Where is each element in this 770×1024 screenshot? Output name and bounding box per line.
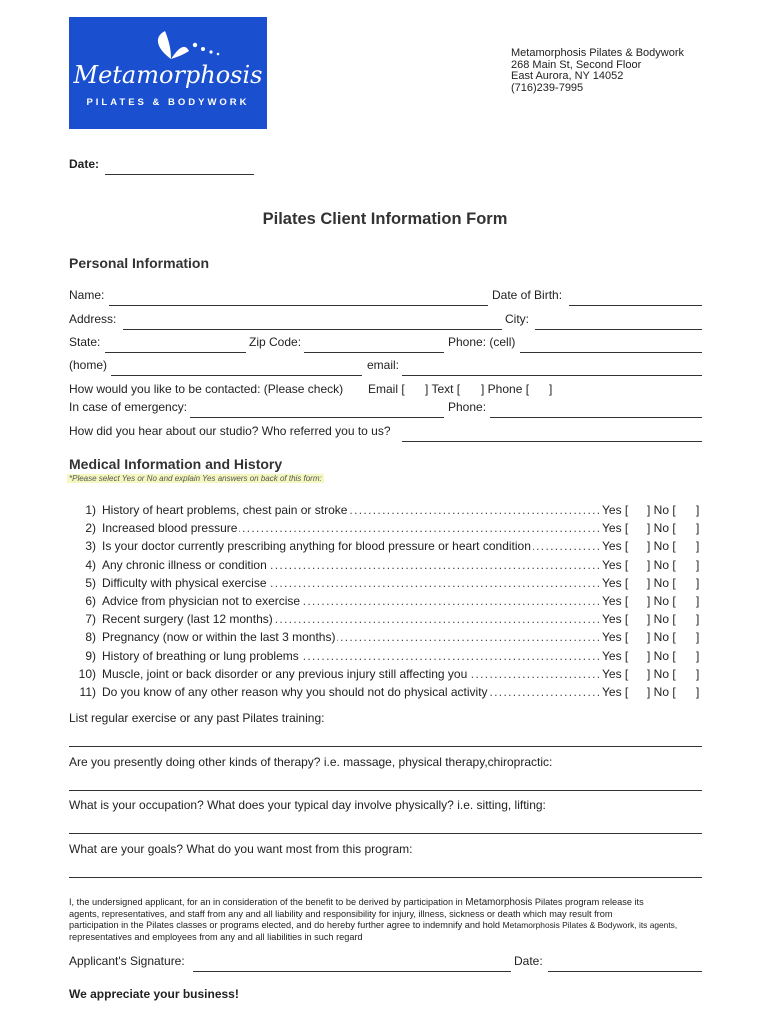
question-number: 3): [85, 539, 96, 553]
date-label: Date:: [69, 157, 100, 171]
no-option[interactable]: ] No [: [647, 630, 676, 644]
question-text: Muscle, joint or back disorder or any previous injury still affecting you: [102, 667, 468, 681]
no-end-bracket: ]: [696, 503, 700, 517]
signature-label: Applicant's Signature:: [69, 954, 185, 968]
question-text: Difficulty with physical exercise: [102, 576, 267, 590]
name-field[interactable]: [109, 305, 488, 306]
referral-question: How did you hear about our studio? Who referred you to us?: [69, 424, 391, 438]
contact-end-bracket: ]: [549, 382, 553, 396]
question-text: Is your doctor currently prescribing anything for blood pressure or heart condition: [102, 539, 531, 553]
question-number: 9): [85, 649, 96, 663]
address-line: (716)239-7995: [511, 81, 584, 94]
address-label: Address:: [69, 312, 117, 326]
no-option[interactable]: ] No [: [647, 576, 676, 590]
question-text: Advice from physician not to exercise: [102, 594, 301, 608]
emergency-phone-field[interactable]: [490, 417, 702, 418]
no-end-bracket: ]: [696, 521, 700, 535]
phone-cell-label: Phone: (cell): [448, 335, 516, 349]
goals-question: What are your goals? What do you want most from this program:: [69, 842, 413, 856]
waiver-line: I, the undersigned applicant, for an in consideration of the benefit to be derived by participation in: [69, 897, 463, 907]
no-option[interactable]: ] No [: [647, 594, 676, 608]
no-end-bracket: ]: [696, 539, 700, 553]
yes-option[interactable]: Yes [: [602, 503, 629, 517]
name-label: Name:: [69, 288, 105, 302]
state-label: State:: [69, 335, 101, 349]
butterfly-icon: [151, 27, 231, 61]
studio-logo: [69, 17, 267, 129]
question-text: History of breathing or lung problems: [102, 649, 299, 663]
goals-answer-field[interactable]: [69, 877, 702, 878]
date-field[interactable]: [105, 174, 254, 175]
emergency-field[interactable]: [190, 417, 444, 418]
yes-option[interactable]: Yes [: [602, 539, 629, 553]
no-option[interactable]: ] No [: [647, 649, 676, 663]
address-line: 268 Main St, Second Floor: [511, 58, 642, 71]
yes-option[interactable]: Yes [: [602, 685, 629, 699]
no-option[interactable]: ] No [: [647, 667, 676, 681]
emergency-phone-label: Phone:: [448, 400, 487, 414]
question-text: Do you know of any other reason why you should not do physical activity: [102, 685, 488, 699]
waiver-studio: Metamorphosis: [465, 897, 533, 908]
medical-question-row: [0, 539, 770, 553]
email-label: email:: [367, 358, 400, 372]
yes-option[interactable]: Yes [: [602, 649, 629, 663]
no-option[interactable]: ] No [: [647, 521, 676, 535]
question-number: 6): [85, 594, 96, 608]
no-end-bracket: ]: [696, 685, 700, 699]
signature-date-label: Date:: [514, 954, 543, 968]
city-label: City:: [505, 312, 529, 326]
no-option[interactable]: ] No [: [647, 685, 676, 699]
no-end-bracket: ]: [696, 667, 700, 681]
medical-heading: Medical Information and History: [69, 456, 283, 472]
no-option[interactable]: ] No [: [647, 503, 676, 517]
medical-question-row: [0, 685, 770, 699]
waiver-line: representatives and employees from any and all liabilities in such regard: [69, 931, 363, 942]
question-text: History of heart problems, chest pain or stroke: [102, 503, 348, 517]
occupation-question: What is your occupation? What does your typical day involve physically? i.e. sitting, lifting:: [69, 798, 546, 812]
question-number: 5): [85, 576, 96, 590]
signature-field[interactable]: [193, 971, 511, 972]
no-end-bracket: ]: [696, 630, 700, 644]
therapy-question: Are you presently doing other kinds of therapy? i.e. massage, physical therapy,chiropractic:: [69, 755, 553, 769]
question-number: 2): [85, 521, 96, 535]
waiver-text: [69, 897, 729, 943]
personal-info-heading: Personal Information: [69, 255, 210, 271]
waiver-studio-full: Metamorphosis Pilates & Bodywork, its agents,: [502, 920, 678, 930]
emergency-label: In case of emergency:: [69, 400, 188, 414]
referral-field[interactable]: [402, 441, 702, 442]
yes-option[interactable]: Yes [: [602, 667, 629, 681]
city-field[interactable]: [535, 329, 702, 330]
studio-address: [511, 48, 684, 94]
question-number: 1): [85, 503, 96, 517]
phone-home-label: (home): [69, 358, 108, 372]
address-line: Metamorphosis Pilates & Bodywork: [511, 47, 685, 59]
medical-question-row: [0, 667, 770, 681]
zip-field[interactable]: [304, 352, 444, 353]
dob-field[interactable]: [569, 305, 702, 306]
exercise-question: List regular exercise or any past Pilates training:: [69, 711, 325, 725]
dob-label: Date of Birth:: [492, 288, 563, 302]
form-title: Pilates Client Information Form: [262, 210, 508, 228]
question-number: 8): [85, 630, 96, 644]
address-field[interactable]: [123, 329, 502, 330]
medical-question-row: [0, 630, 770, 644]
state-field[interactable]: [105, 352, 246, 353]
waiver-line: agents, representatives, and staff from any and all liability and responsibility for injury, illness, sickness or death which may result from: [69, 908, 613, 919]
medical-question-row: [0, 503, 770, 517]
phone-home-field[interactable]: [111, 375, 362, 376]
no-end-bracket: ]: [696, 649, 700, 663]
yes-option[interactable]: Yes [: [602, 612, 629, 626]
question-text: Any chronic illness or condition: [102, 558, 267, 572]
contact-question: How would you like to be contacted: (Please check): [69, 382, 344, 396]
address-line: East Aurora, NY 14052: [511, 70, 624, 82]
medical-question-row: [0, 649, 770, 663]
waiver-line: participation in the Pilates classes or programs elected, and do hereby further agree to indemnify and hold: [69, 920, 501, 930]
medical-question-row: [0, 594, 770, 608]
question-number: 10): [78, 667, 96, 681]
no-option[interactable]: ] No [: [647, 539, 676, 553]
contact-phone-option[interactable]: ] Phone [: [481, 382, 530, 396]
no-end-bracket: ]: [696, 594, 700, 608]
question-number: 11): [79, 685, 96, 699]
contact-text-option[interactable]: ] Text [: [425, 382, 461, 396]
medical-note: *Please select Yes or No and explain Yes answers on back of this form:: [69, 474, 322, 483]
phone-cell-field[interactable]: [520, 352, 702, 353]
no-end-bracket: ]: [696, 612, 700, 626]
zip-label: Zip Code:: [249, 335, 302, 349]
yes-option[interactable]: Yes [: [602, 521, 629, 535]
thank-you-text: We appreciate your business!: [69, 987, 239, 1001]
no-end-bracket: ]: [696, 576, 700, 590]
medical-question-row: [0, 576, 770, 590]
question-text: Recent surgery (last 12 months): [102, 612, 273, 626]
question-text: Pregnancy (now or within the last 3 months): [102, 630, 336, 644]
question-text: Increased blood pressure: [102, 521, 238, 535]
yes-option[interactable]: Yes [: [602, 558, 629, 572]
therapy-answer-field[interactable]: [69, 790, 702, 791]
medical-question-row: [0, 558, 770, 572]
yes-option[interactable]: Yes [: [602, 594, 629, 608]
waiver-line: Pilates program release its: [534, 897, 644, 907]
signature-date-field[interactable]: [548, 971, 702, 972]
no-option[interactable]: ] No [: [647, 558, 676, 572]
exercise-answer-field[interactable]: [69, 746, 702, 747]
yes-option[interactable]: Yes [: [602, 630, 629, 644]
question-number: 4): [85, 558, 96, 572]
email-field[interactable]: [402, 375, 702, 376]
logo-brand: Metamorphosis: [73, 61, 263, 89]
yes-option[interactable]: Yes [: [602, 576, 629, 590]
occupation-answer-field[interactable]: [69, 833, 702, 834]
logo-subtitle: PILATES & BODYWORK: [86, 97, 250, 108]
medical-question-row: [0, 612, 770, 626]
no-end-bracket: ]: [696, 558, 700, 572]
medical-question-row: [0, 521, 770, 535]
contact-email-option[interactable]: Email [: [368, 382, 405, 396]
no-option[interactable]: ] No [: [647, 612, 676, 626]
question-number: 7): [85, 612, 96, 626]
